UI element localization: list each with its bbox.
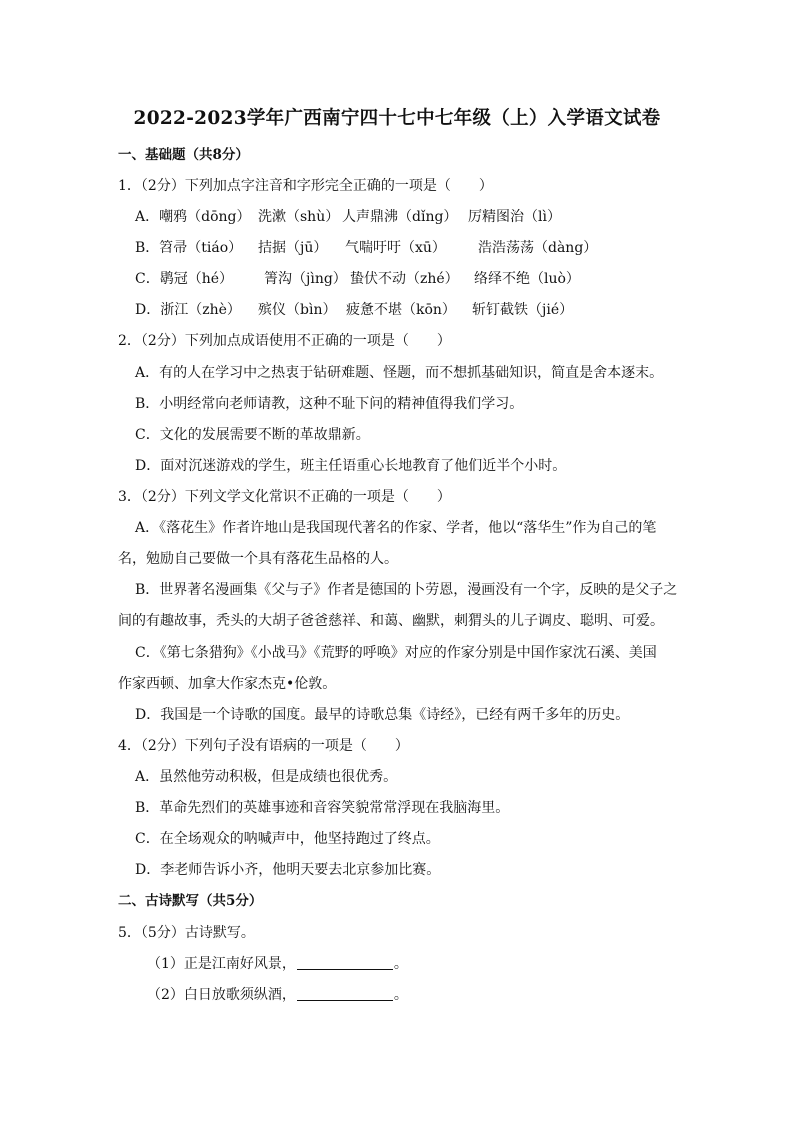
question-4-option-c: C．在全场观众的呐喊声中，他坚持跑过了终点。 [135,831,440,847]
question-2-option-b: B．小明经常向老师请教，这种不耻下问的精神值得我们学习。 [135,396,524,412]
question-2-option-a: A．有的人在学习中之热衷于钻研难题、怪题，而不想抓基础知识，简直是舍本逐末。 [135,365,664,381]
option-cell: 浩浩荡荡（dàng） [478,240,598,256]
option-cell: 疲惫不堪（kōn） [346,302,456,318]
question-5-stem: 5．（5分）古诗默写。 [118,925,255,941]
page-title: 2022-2023学年广西南宁四十七中七年级（上）入学语文试卷 [133,108,661,129]
question-3-option-c-line-1: C．《第七条猎狗》《小战马》《荒野的呼唤》对应的作家分别是中国作家沈石溪、美国 [135,645,657,661]
option-cell: 厉精图治（lì） [468,209,561,225]
question-3-option-a-line-1: A．《落花生》作者许地山是我国现代著名的作家、学者，他以“落华生”作为自己的笔 [135,520,657,536]
question-3-option-d: D．我国是一个诗歌的国度。最早的诗歌总集《诗经》，已经有两千多年的历史。 [135,707,630,723]
question-3-option-c-line-2: 作家西顿、加拿大作家杰克•伦敦。 [118,676,337,692]
section-heading-poetry: 二、古诗默写（共5分） [118,893,263,909]
question-5-item-1 [147,955,408,973]
section-heading-basics: 一、基础题（共8分） [118,147,249,163]
option-cell: 洗漱（shù） [258,209,340,225]
option-cell: 气喘吁吁（xū） [345,240,446,256]
question-2-stem: 2．（2分）下列加点成语使用不正确的一项是（ ） [118,333,451,349]
item-end: 。 [393,987,408,1003]
answer-blank[interactable] [297,955,393,970]
item-prompt: （1）正是江南好风景， [147,956,296,972]
option-cell: 络绎不绝（luò） [474,271,580,287]
option-cell: C．鹖冠（hé） [135,271,234,287]
question-1-stem: 1．（2分）下列加点字注音和字形完全正确的一项是（ ） [118,178,493,194]
question-2-option-c: C．文化的发展需要不断的革故鼎新。 [135,427,370,443]
option-cell: 殡仪（bìn） [258,302,337,318]
answer-blank[interactable] [297,986,393,1001]
question-4-option-d: D．李老师告诉小齐，他明天要去北京参加比赛。 [135,862,441,878]
option-cell: A．嘲鸦（dōng） [135,209,251,225]
question-3-stem: 3．（2分）下列文学文化常识不正确的一项是（ ） [118,489,451,505]
question-5-item-2 [147,986,408,1004]
question-3-option-a-line-2: 名，勉励自己要做一个具有落花生品格的人。 [118,551,398,567]
question-4-option-b: B．革命先烈们的英雄事迹和音容笑貌常常浮现在我脑海里。 [135,800,510,816]
question-4-option-a: A．虽然他劳动积极，但是成绩也很优秀。 [135,769,398,785]
option-cell: 拮据（jū） [258,240,328,256]
question-4-stem: 4．（2分）下列句子没有语病的一项是（ ） [118,738,409,754]
option-cell: 箐沟（jìng） [264,271,347,287]
option-cell: B．笤帚（tiáo） [135,240,243,256]
option-cell: D．浙江（zhè） [135,302,241,318]
item-prompt: （2）白日放歌须纵酒， [147,987,296,1003]
item-end: 。 [393,956,408,972]
question-3-option-b-line-1: B．世界著名漫画集《父与子》作者是德国的卜劳恩，漫画没有一个字，反映的是父子之 [135,582,678,598]
option-cell: 斩钉截铁（jié） [472,302,574,318]
question-3-option-b-line-2: 间的有趣故事，秃头的大胡子爸爸慈祥、和蔼、幽默，刺猬头的儿子调皮、聪明、可爱。 [118,613,664,629]
option-cell: 人声鼎沸（dǐng） [342,209,458,225]
option-cell: 蛰伏不动（zhé） [350,271,459,287]
question-2-option-d: D．面对沉迷游戏的学生，班主任语重心长地教育了他们近半个小时。 [135,458,567,474]
